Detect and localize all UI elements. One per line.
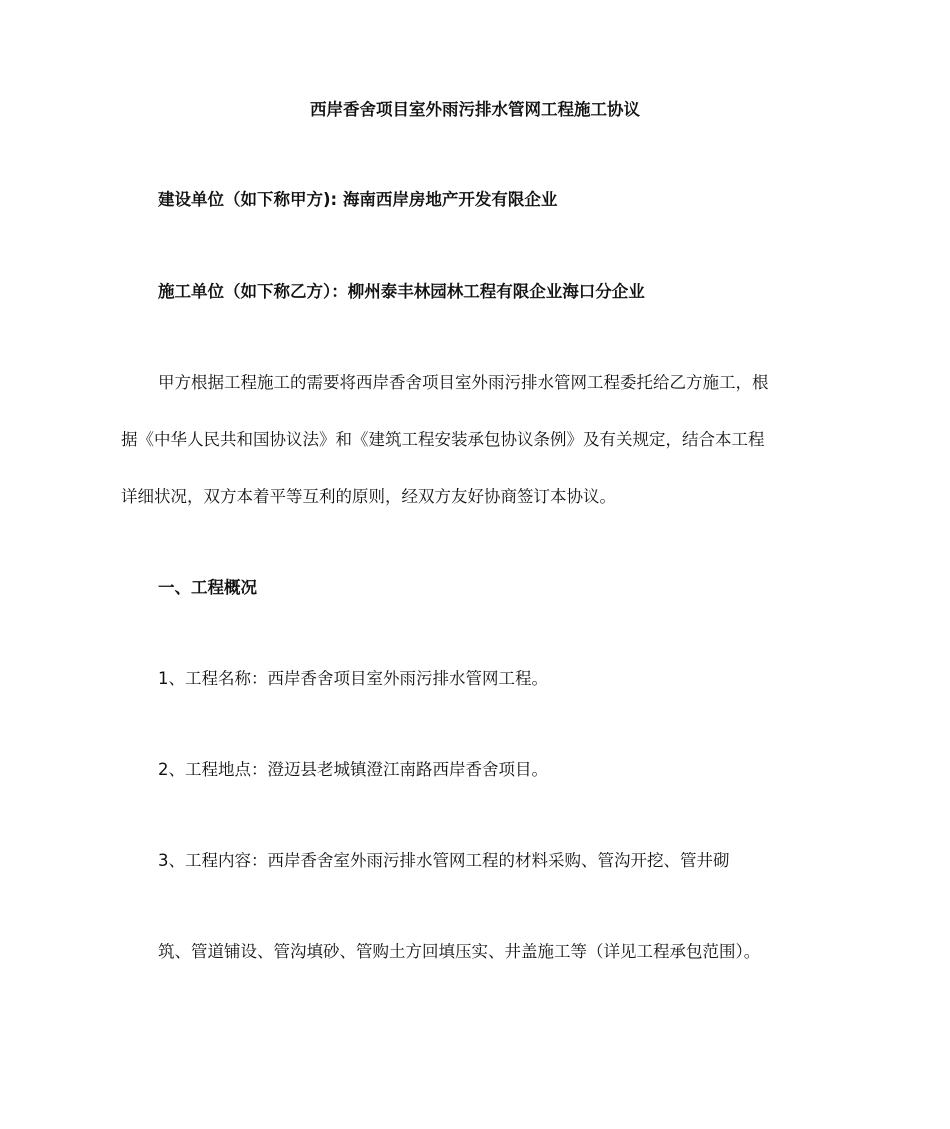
section-heading: 一、工程概况 bbox=[158, 578, 257, 597]
document-title: 西岸香舍项目室外雨污排水管网工程施工协议 bbox=[310, 100, 640, 119]
party-a-line: 建设单位（如下称甲方): 海南西岸房地产开发有限企业 bbox=[158, 190, 558, 209]
item-project-name: 1、工程名称：西岸香舍项目室外雨污排水管网工程。 bbox=[158, 669, 548, 688]
intro-line-3: 详细状况，双方本着平等互利的原则，经双方友好协商签订本协议。 bbox=[121, 487, 616, 506]
party-b-line: 施工单位（如下称乙方）：柳州泰丰林园林工程有限企业海口分企业 bbox=[158, 282, 645, 301]
intro-line-2: 据《中华人民共和国协议法》和《建筑工程安装承包协议条例》及有关规定，结合本工程 bbox=[121, 430, 765, 449]
item-project-content-line-2: 筑、管道铺设、管沟填砂、管购土方回填压实、井盖施工等（详见工程承包范围）。 bbox=[158, 942, 761, 961]
item-project-location: 2、工程地点：澄迈县老城镇澄江南路西岸香舍项目。 bbox=[158, 760, 548, 779]
intro-line-1: 甲方根据工程施工的需要将西岸香舍项目室外雨污排水管网工程委托给乙方施工，根 bbox=[158, 373, 769, 392]
item-project-content-line-1: 3、工程内容：西岸香舍室外雨污排水管网工程的材料采购、管沟开挖、管井砌 bbox=[158, 851, 730, 870]
